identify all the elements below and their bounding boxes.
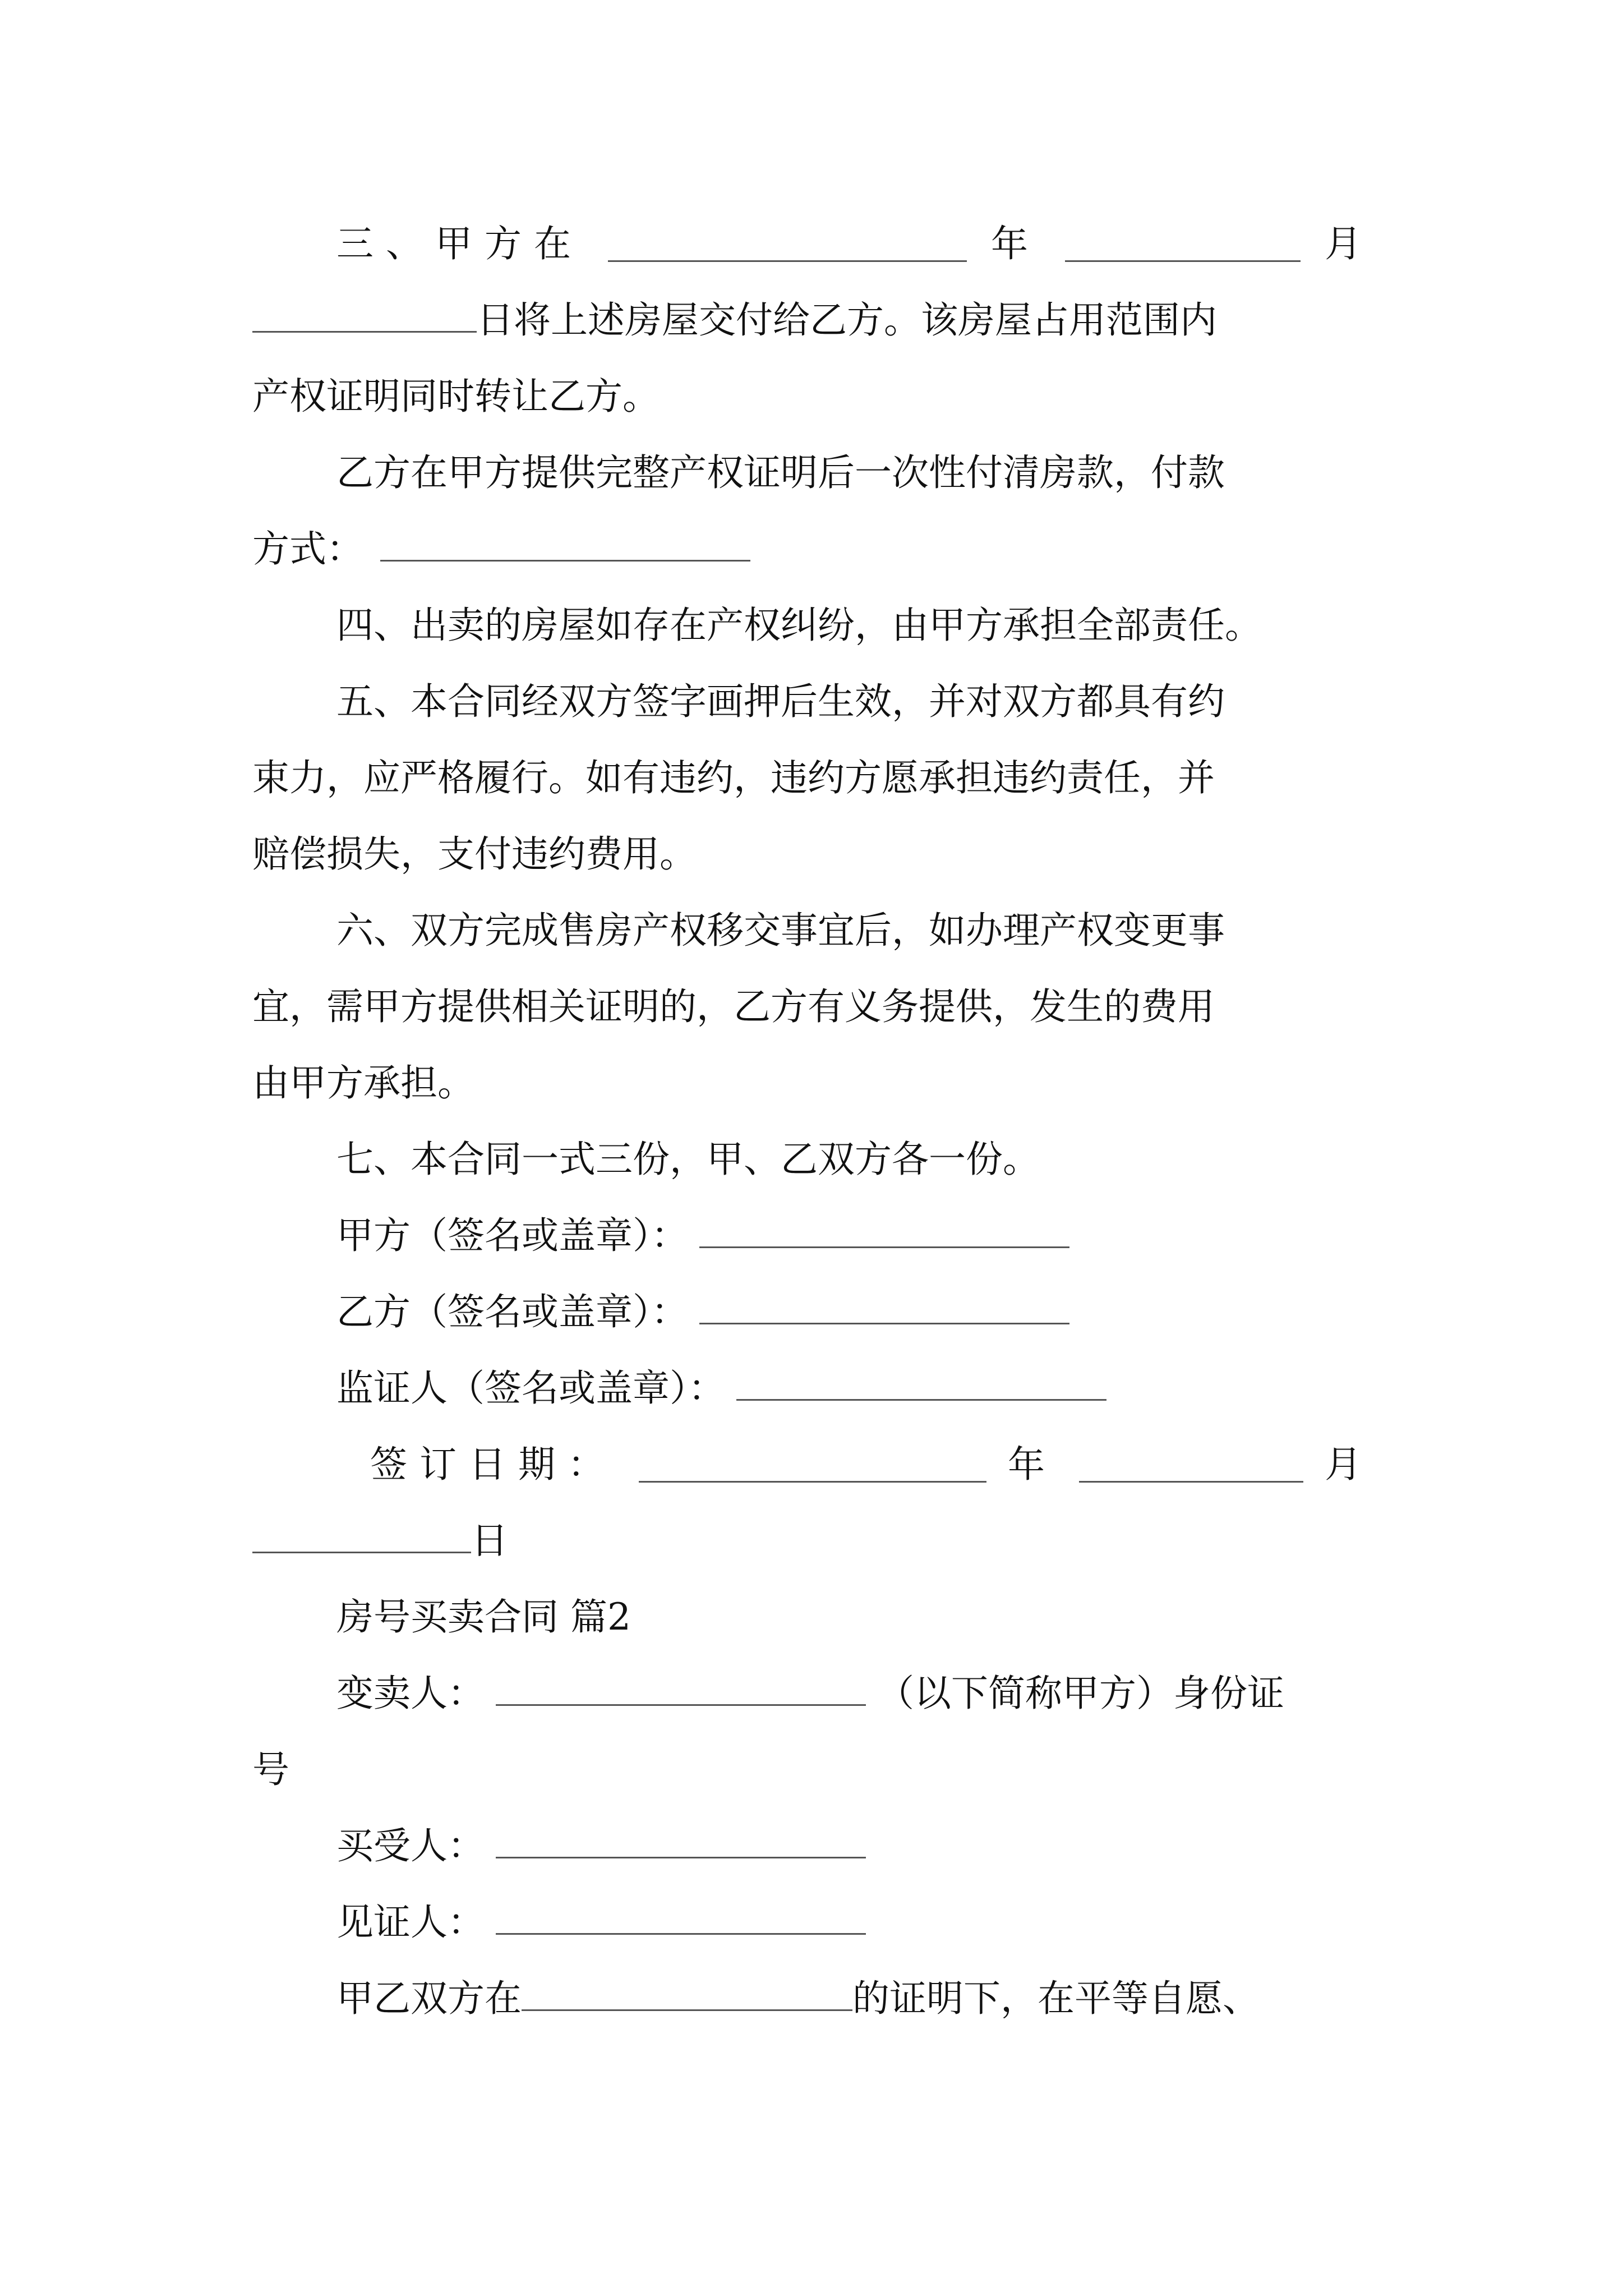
signing-date-line-2: [252, 1513, 1374, 1569]
blank-signing-year-field[interactable]: [639, 1452, 986, 1483]
party-b-signature: [336, 1284, 1374, 1340]
party-a-signature: [336, 1208, 1374, 1264]
text: 变卖人：: [336, 1672, 485, 1715]
text: 由甲方承担。: [252, 1061, 474, 1105]
text: 四、出卖的房屋如存在产权纠纷，由甲方承担全部责任。: [336, 604, 1262, 647]
clause-6-line-2: [252, 979, 1374, 1035]
blank-witness-field[interactable]: [496, 1898, 866, 1935]
clause-7: [336, 1131, 1374, 1188]
blank-buyer-field[interactable]: [496, 1822, 866, 1858]
text: 五、本合同经双方签字画押后生效，并对双方都具有约: [336, 680, 1225, 723]
text: 年: [991, 222, 1040, 265]
clause-6-line-1: [336, 903, 1374, 959]
text: 月: [1325, 1443, 1374, 1486]
witness-line: [336, 1894, 1374, 1950]
clause-5-line-3: [252, 826, 1374, 882]
text: 签订日期：: [370, 1443, 617, 1486]
text: 束力，应严格履行。如有违约，违约方愿承担违约责任，并: [252, 756, 1215, 799]
blank-year-field[interactable]: [608, 231, 967, 262]
blank-witness-signature-field[interactable]: [736, 1364, 1106, 1401]
text: 甲方（签名或盖章）：: [336, 1214, 688, 1257]
witness-signature: [336, 1360, 1374, 1416]
signing-date-line-1: [336, 1437, 1374, 1493]
text: 监证人（签名或盖章）：: [336, 1366, 725, 1410]
blank-signing-month-field[interactable]: [1079, 1452, 1303, 1483]
clause-5-line-1: [336, 674, 1374, 730]
payment-line-2: [252, 521, 1374, 577]
text: 见证人：: [336, 1901, 485, 1944]
clause-4: [336, 597, 1374, 654]
section-title: [336, 1589, 1374, 1645]
blank-party-a-signature-field[interactable]: [699, 1212, 1069, 1248]
seller-id-line: [252, 1742, 1374, 1798]
buyer-line: [336, 1818, 1374, 1874]
text: 乙方（签名或盖章）：: [336, 1290, 688, 1333]
text: 产权证明同时转让乙方。: [252, 375, 660, 418]
agreement-line: [336, 1971, 1374, 2027]
text: 赔偿损失，支付违约费用。: [252, 832, 697, 876]
blank-month-field[interactable]: [1065, 231, 1301, 262]
text: 宜，需甲方提供相关证明的，乙方有义务提供，发生的费用: [252, 985, 1215, 1028]
clause-6-line-3: [252, 1055, 1374, 1111]
text: 月: [1325, 222, 1374, 265]
text: 日: [471, 1519, 508, 1562]
blank-day-field[interactable]: [252, 296, 477, 333]
text: 房号买卖合同 篇2: [336, 1595, 631, 1639]
text: 三、甲方在: [336, 222, 583, 265]
text: （以下简称甲方）身份证: [877, 1672, 1284, 1715]
text: 方式：: [252, 527, 363, 570]
text: 的证明下，在平等自愿、: [852, 1977, 1260, 2020]
text: 买受人：: [336, 1824, 485, 1867]
blank-proof-field[interactable]: [522, 1975, 852, 2011]
blank-payment-method-field[interactable]: [380, 525, 750, 562]
seller-line: [336, 1665, 1374, 1722]
blank-seller-field[interactable]: [496, 1669, 866, 1706]
text: 号: [252, 1748, 289, 1791]
blank-signing-day-field[interactable]: [252, 1517, 471, 1553]
text: 日将上述房屋交付给乙方。该房屋占用范围内: [477, 298, 1217, 342]
text: 乙方在甲方提供完整产权证明后一次性付清房款，付款: [336, 451, 1225, 494]
clause-3-line-3: [252, 369, 1374, 425]
clause-3-line-1: [336, 216, 1374, 272]
text: 六、双方完成售房产权移交事宜后，如办理产权变更事: [336, 909, 1225, 952]
text: 七、本合同一式三份，甲、乙双方各一份。: [336, 1138, 1040, 1181]
text: 甲乙双方在: [336, 1977, 522, 2020]
clause-5-line-2: [252, 750, 1374, 806]
payment-line-1: [336, 445, 1374, 501]
blank-party-b-signature-field[interactable]: [699, 1288, 1069, 1324]
text: 年: [1008, 1443, 1057, 1486]
clause-3-line-2: [252, 292, 1374, 348]
